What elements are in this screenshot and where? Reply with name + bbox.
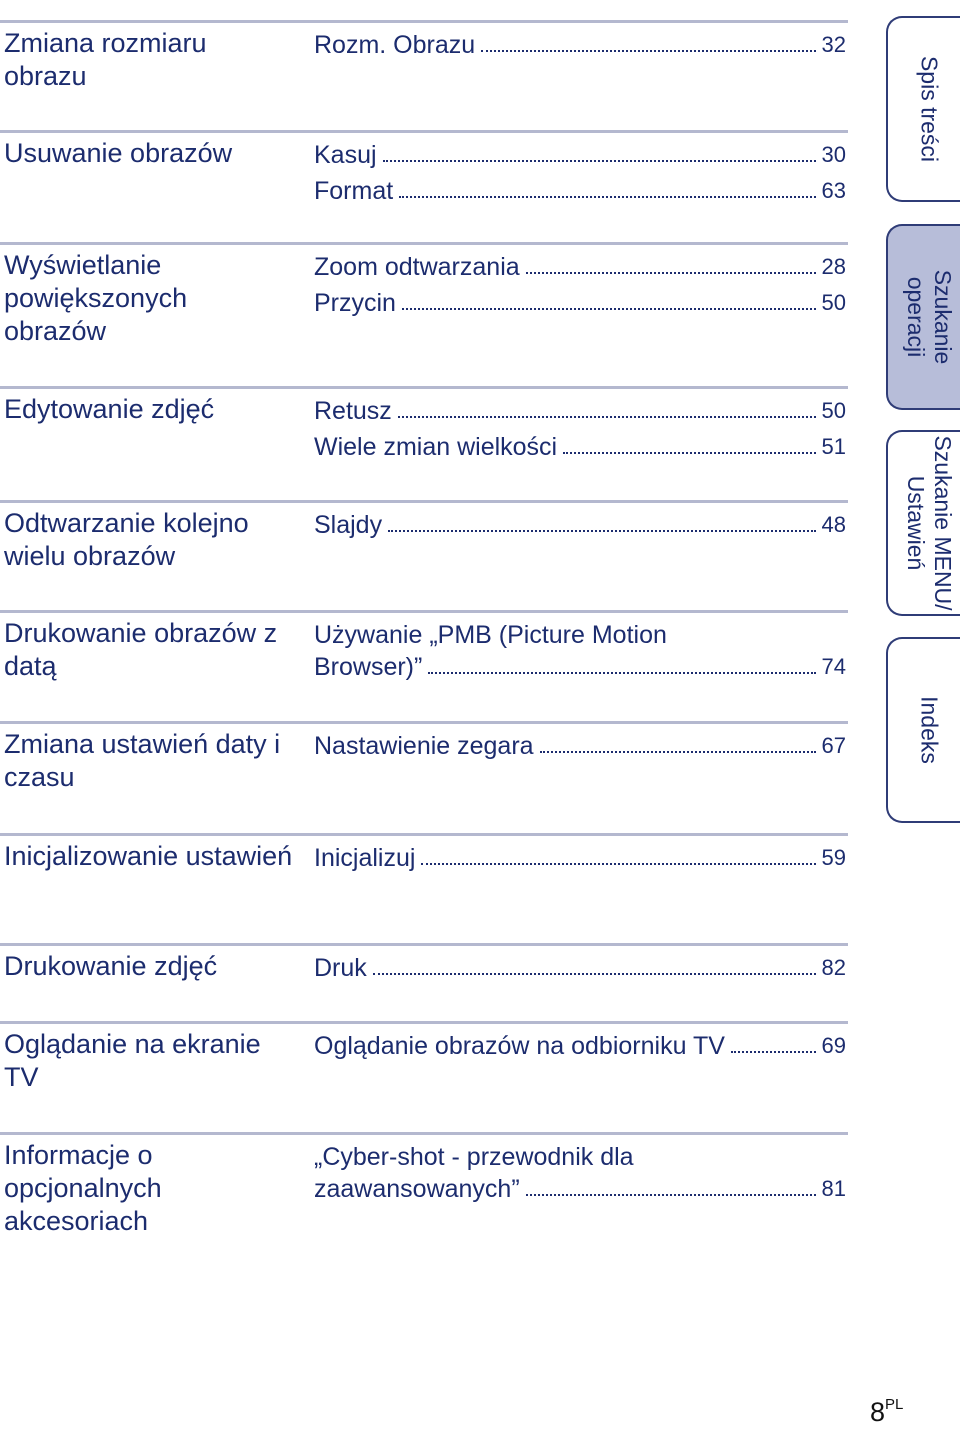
- entry-label: Rozm. Obrazu: [314, 31, 476, 59]
- dot-leader: [731, 1051, 816, 1053]
- tab-label: Szukanie MENU/ Ustawień: [903, 435, 956, 611]
- page-ref: 48: [821, 512, 846, 537]
- dot-leader: [428, 672, 816, 674]
- dot-leader: [563, 452, 816, 454]
- entry-label: Wiele zmian wielkości: [314, 433, 558, 461]
- entry-label: Format: [314, 177, 394, 205]
- category-label: Usuwanie obrazów: [4, 138, 233, 168]
- toc-entry-slajdy[interactable]: [314, 509, 846, 541]
- dot-leader: [526, 272, 816, 274]
- section-clock: [0, 721, 848, 792]
- page-ref: 81: [821, 1176, 846, 1201]
- section-edit: [0, 386, 848, 461]
- entry-label: Browser)”: [314, 653, 423, 681]
- entry-label: Oglądanie obrazów na odbiorniku TV: [314, 1032, 725, 1060]
- dot-leader: [526, 1194, 816, 1196]
- toc-entry-pmb[interactable]: [314, 619, 846, 683]
- category-label: Edytowanie zdjęć: [4, 394, 215, 424]
- tab-label: Szukanie operacji: [903, 269, 956, 365]
- entry-label: Inicjalizuj: [314, 844, 416, 872]
- dot-leader: [388, 530, 816, 532]
- toc-entry-przycin[interactable]: [314, 287, 846, 319]
- entry-label: Slajdy: [314, 511, 383, 539]
- toc-entry-format[interactable]: [314, 175, 846, 207]
- toc-entry-zegar[interactable]: [314, 730, 846, 762]
- category-label: Drukowanie obrazów z datą: [4, 618, 278, 681]
- tab-spis-tresci[interactable]: [886, 16, 960, 202]
- category-label: Zmiana ustawień daty i czasu: [4, 729, 281, 792]
- page-ref: 74: [821, 654, 846, 679]
- page-ref: 63: [821, 178, 846, 203]
- page-ref: 59: [821, 845, 846, 870]
- dot-leader: [399, 196, 816, 198]
- section-resize: [0, 20, 848, 91]
- dot-leader: [540, 751, 816, 753]
- dot-leader: [421, 863, 816, 865]
- tab-szukanie-operacji[interactable]: [886, 224, 960, 410]
- section-accessories: [0, 1132, 848, 1236]
- section-print-date: [0, 610, 848, 681]
- category-label: Informacje o opcjonalnych akcesoriach: [4, 1140, 162, 1236]
- entry-label-line1: Używanie „PMB (Picture Motion: [314, 621, 667, 649]
- section-slideshow: [0, 500, 848, 571]
- dot-leader: [398, 416, 816, 418]
- category-label: Odtwarzanie kolejno wielu obrazów: [4, 508, 249, 571]
- section-init: [0, 833, 848, 872]
- dot-leader: [481, 50, 816, 52]
- category-label: Drukowanie zdjęć: [4, 951, 218, 981]
- page-number: $8^{PL}$: [870, 1396, 904, 1427]
- page-ref: 50: [821, 290, 846, 315]
- page-ref: 67: [821, 733, 846, 758]
- entry-label: zaawansowanych”: [314, 1175, 520, 1203]
- toc-entry-inicjalizuj[interactable]: [314, 842, 846, 874]
- page-ref: 82: [821, 955, 846, 980]
- page-ref: 32: [821, 32, 846, 57]
- toc-entry-wiele-zmian[interactable]: [314, 431, 846, 463]
- entry-label: Nastawienie zegara: [314, 732, 534, 760]
- tab-indeks[interactable]: [886, 637, 960, 823]
- toc-entry-retusz[interactable]: [314, 395, 846, 427]
- page-ref: 28: [821, 254, 846, 279]
- toc-entry-zoom[interactable]: [314, 251, 846, 283]
- category-label: Zmiana rozmiaru obrazu: [4, 28, 207, 91]
- toc-entry-druk[interactable]: [314, 952, 846, 984]
- section-print: [0, 943, 848, 982]
- section-tv: [0, 1021, 848, 1092]
- entry-label: Druk: [314, 954, 367, 982]
- dot-leader: [373, 973, 816, 975]
- category-label: Wyświetlanie powiększonych obrazów: [4, 250, 188, 346]
- entry-label: Kasuj: [314, 141, 377, 169]
- entry-label: Zoom odtwarzania: [314, 253, 520, 281]
- category-label: Oglądanie na ekranie TV: [4, 1029, 261, 1092]
- section-zoom: [0, 242, 848, 346]
- page-ref: 69: [821, 1033, 846, 1058]
- page-ref: 51: [821, 434, 846, 459]
- tab-szukanie-menu[interactable]: [886, 430, 960, 616]
- section-delete: [0, 130, 848, 205]
- toc-entry-tv[interactable]: [314, 1030, 846, 1062]
- toc-entry-cybershot[interactable]: [314, 1141, 846, 1205]
- entry-label: Retusz: [314, 397, 392, 425]
- dot-leader: [383, 160, 816, 162]
- page-ref: 30: [821, 142, 846, 167]
- page-ref: 50: [821, 398, 846, 423]
- toc-entry-kasuj[interactable]: [314, 139, 846, 171]
- entry-label: Przycin: [314, 289, 396, 317]
- dot-leader: [402, 308, 816, 310]
- toc-entry-rozm-obrazu[interactable]: [314, 29, 846, 61]
- category-label: Inicjalizowanie ustawień: [4, 841, 293, 871]
- tab-label: Indeks: [916, 696, 943, 764]
- page-suffix: PL: [885, 1396, 904, 1413]
- entry-label-line1: „Cyber-shot - przewodnik dla: [314, 1143, 634, 1171]
- tab-label: Spis treści: [916, 55, 943, 163]
